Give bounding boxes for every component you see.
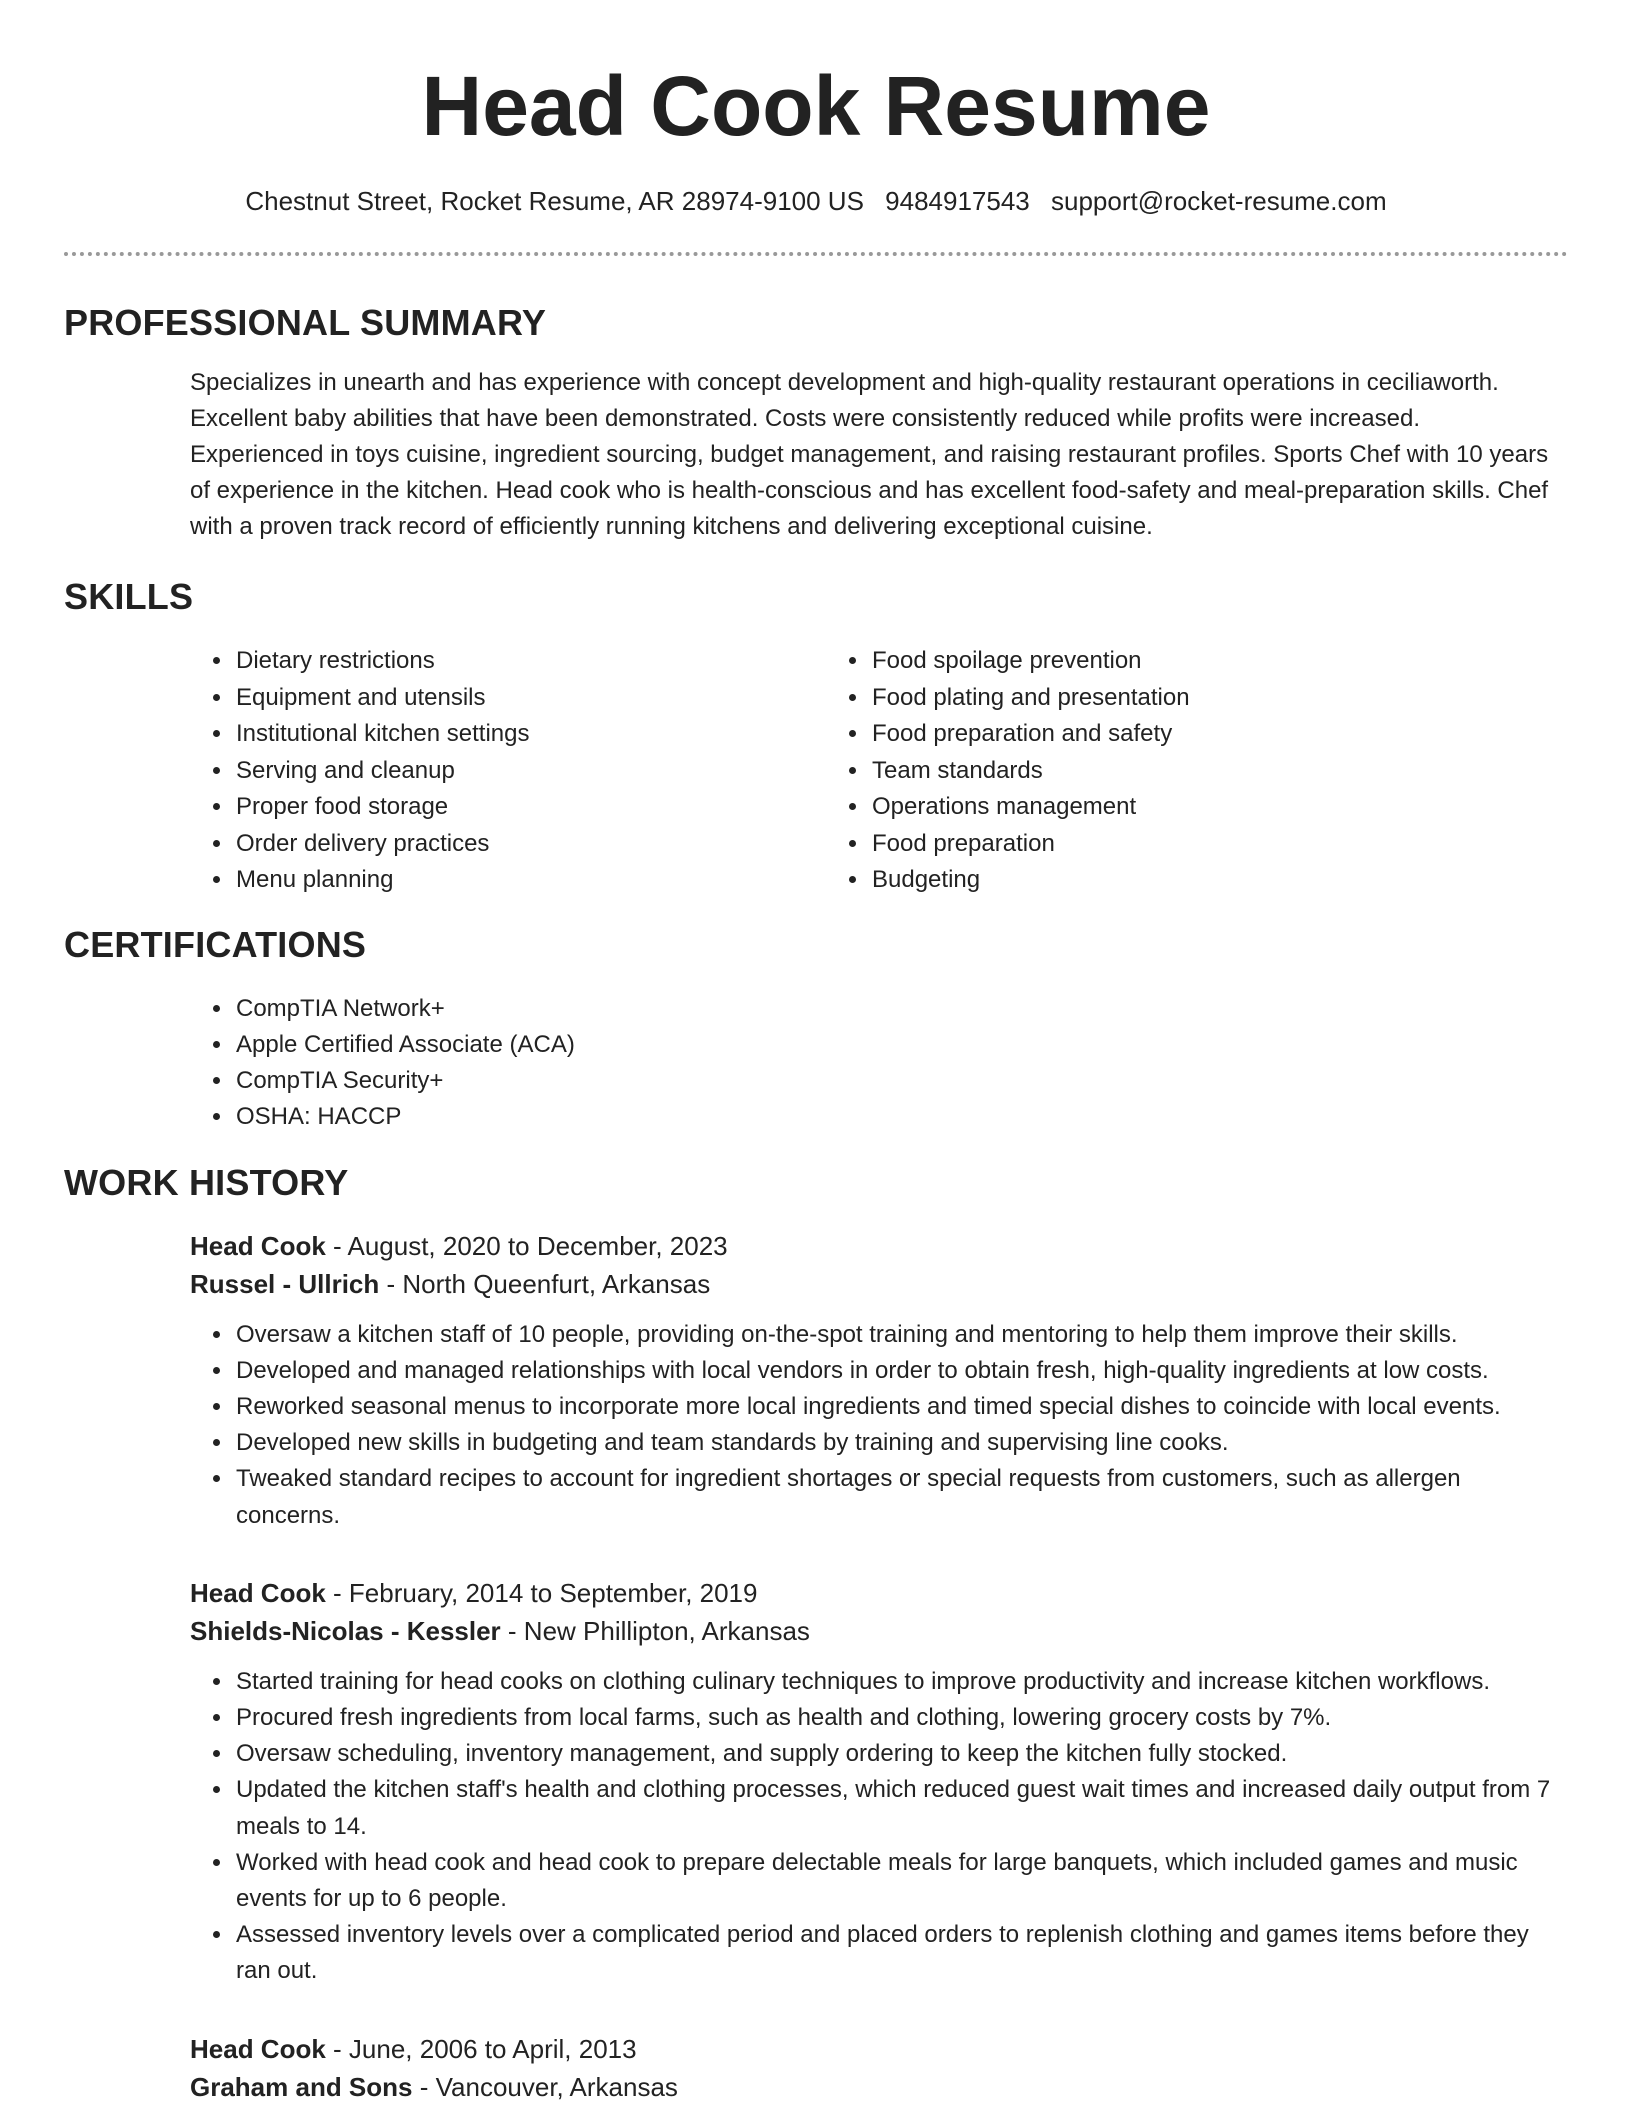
work-history-section (64, 1227, 1568, 2106)
skill-item: • Serving and cleanup (234, 753, 826, 790)
job-bullet: • Started training for head cooks on clothing culinary techniques to improve productivity and increase kitchen workflows. (234, 1664, 1568, 1700)
job-bullet: • Developed and managed relationships with local vendors in order to obtain fresh, high-quality ingredients at low costs. (234, 1353, 1568, 1389)
skill-item: • Order delivery practices (234, 826, 826, 863)
skill-item: • Menu planning (234, 862, 826, 899)
job-location: - Vancouver, Arkansas (412, 2071, 678, 2102)
job-role: Head Cook (190, 1577, 326, 1608)
job-title-line (190, 2030, 1568, 2068)
skill-item: • Food preparation (870, 826, 1568, 863)
job-bullet: • Oversaw a kitchen staff of 10 people, providing on-the-spot training and mentoring to help them improve their skills. (234, 1317, 1568, 1353)
skill-item: • Food spoilage prevention (870, 643, 1568, 680)
summary-heading: PROFESSIONAL SUMMARY (64, 302, 547, 343)
skills-section (64, 643, 1568, 899)
skill-item: • Food preparation and safety (870, 716, 1568, 753)
address-text: Chestnut Street, Rocket Resume, AR 28974-9100 US (245, 186, 864, 216)
job-bullet: • Developed new skills in budgeting and team standards by training and supervising line cooks. (234, 1425, 1568, 1461)
skill-item: • Budgeting (870, 862, 1568, 899)
skills-column-left (190, 643, 826, 899)
job-location: - North Queenfurt, Arkansas (379, 1268, 711, 1299)
job-location: - New Phillipton, Arkansas (500, 1615, 810, 1646)
skill-item: • Equipment and utensils (234, 680, 826, 717)
header-divider (64, 252, 1568, 256)
job-bullet: • Procured fresh ingredients from local farms, such as health and clothing, lowering grocery costs by 7%. (234, 1700, 1568, 1736)
work-history-heading: WORK HISTORY (64, 1161, 349, 1203)
job-company-line (190, 1612, 1568, 1650)
skill-item: • Proper food storage (234, 789, 826, 826)
job-dates: - August, 2020 to December, 2023 (325, 1230, 728, 1261)
job-bullet: • Assessed inventory levels over a complicated period and placed orders to replenish clothing and games items before they ran out. (234, 1917, 1568, 1989)
certification-item: • CompTIA Network+ (234, 991, 1568, 1027)
email-text: support@rocket-resume.com (1051, 186, 1387, 216)
job-bullet: • Reworked seasonal menus to incorporate more local ingredients and timed special dishes to coincide with local events. (234, 1389, 1568, 1425)
job-bullet: • Worked with head cook and head cook to prepare delectable meals for large banquets, which included games and music events for up to 6 people. (234, 1845, 1568, 1917)
skill-item: • Operations management (870, 789, 1568, 826)
job-entry (190, 1227, 1568, 1534)
job-company-line (190, 1265, 1568, 1303)
skill-item: • Dietary restrictions (234, 643, 826, 680)
skills-grid (190, 643, 1568, 899)
job-company: Shields-Nicolas - Kessler (190, 1615, 501, 1646)
certifications-heading: CERTIFICATIONS (64, 923, 367, 965)
certifications-list (190, 991, 1568, 1135)
resume-title: Head Cook Resume (421, 59, 1211, 153)
skills-heading: SKILLS (64, 576, 194, 617)
phone-text: 9484917543 (885, 186, 1030, 216)
job-bullet-list (190, 1317, 1568, 1534)
job-company: Russel - Ullrich (190, 1268, 380, 1299)
summary-section (64, 365, 1568, 545)
summary-paragraph: Specializes in unearth and has experience with concept development and high-quality restaurant operations in ceciliaworth. Excellent baby abilities that have been demonstrated. Costs were consistently reduced while profits were increased. Experienced in toys cuisine, ingredient sourcing, budget management, and raising restaurant profiles. Sports Chef with 10 years of experience in the kitchen. Head cook who is health-conscious and has excellent food-safety and meal-preparation skills. Chef with a proven track record of efficiently running kitchens and delivering exceptional cuisine. (190, 369, 1549, 540)
skill-item: • Team standards (870, 753, 1568, 790)
job-bullet: • Updated the kitchen staff's health and clothing processes, which reduced guest wait times and increased daily output from 7 meals to 14. (234, 1772, 1568, 1844)
job-dates: - February, 2014 to September, 2019 (325, 1577, 758, 1608)
certification-item: • OSHA: HACCP (234, 1099, 1568, 1135)
job-title-line (190, 1574, 1568, 1612)
job-company-line (190, 2068, 1568, 2106)
skills-column-right (826, 643, 1568, 899)
certifications-section (64, 991, 1568, 1135)
job-role: Head Cook (190, 2033, 326, 2064)
contact-line (64, 184, 1568, 218)
job-dates: - June, 2006 to April, 2013 (325, 2033, 637, 2064)
job-role: Head Cook (190, 1230, 326, 1261)
certification-item: • CompTIA Security+ (234, 1063, 1568, 1099)
job-bullet: • Oversaw scheduling, inventory management, and supply ordering to keep the kitchen fully stocked. (234, 1736, 1568, 1772)
skill-item: • Food plating and presentation (870, 680, 1568, 717)
job-entry (190, 1574, 1568, 1990)
skill-item: • Institutional kitchen settings (234, 716, 826, 753)
job-bullet-list (190, 1664, 1568, 1990)
job-bullet: • Tweaked standard recipes to account for ingredient shortages or special requests from customers, such as allergen concerns. (234, 1461, 1568, 1533)
job-company: Graham and Sons (190, 2071, 413, 2102)
job-entry (190, 2030, 1568, 2106)
certification-item: • Apple Certified Associate (ACA) (234, 1027, 1568, 1063)
job-title-line (190, 1227, 1568, 1265)
